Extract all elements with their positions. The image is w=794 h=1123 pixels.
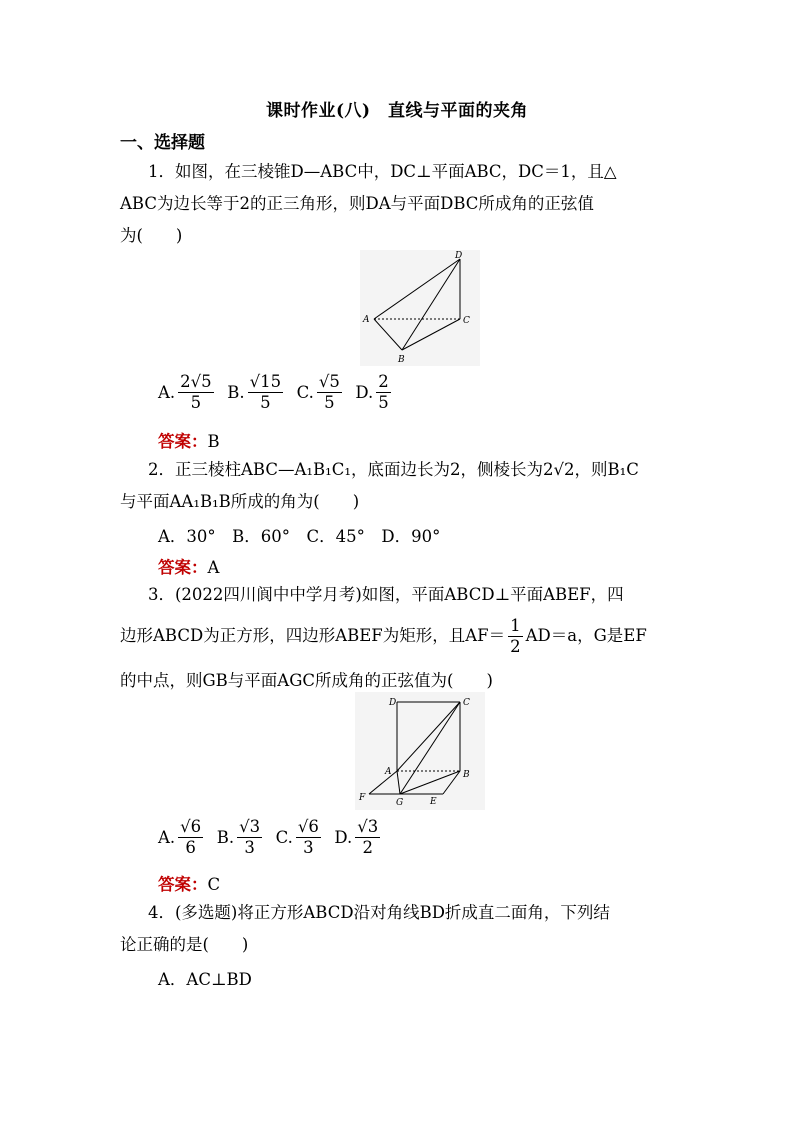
q3-figure-label-d: D — [389, 698, 397, 708]
q3-option-b-frac — [237, 817, 262, 858]
q1-answer — [158, 428, 220, 452]
q3-text-line2a: 边形ABCD为正方形，四边形ABEF为矩形，且AF＝ — [120, 626, 506, 645]
q3-figure-solid — [355, 692, 485, 810]
q2-answer — [158, 554, 219, 578]
q1-option-a-den: 5 — [190, 393, 202, 412]
q3-text-line3: 的中点，则GB与平面AGC所成角的正弦值为( ) — [120, 671, 493, 690]
q3-option-a-den: 6 — [185, 838, 196, 857]
q3-options — [158, 817, 383, 858]
q4-option-a: A．AC⊥BD — [158, 970, 252, 989]
q1-option-c-den: 5 — [324, 393, 335, 412]
q3-option-b-den: 3 — [244, 838, 255, 857]
q3-text-line2 — [120, 616, 680, 657]
q1-option-a-label: A. — [158, 383, 176, 402]
q3-option-c-num: √6 — [297, 817, 319, 836]
q4-text-line2: 论正确的是( ) — [120, 935, 249, 954]
q1-option-c-label: C. — [296, 383, 314, 402]
q3-answer — [158, 871, 220, 895]
q1-option-d-num: 2 — [378, 372, 389, 391]
q1-option-b-frac — [248, 372, 284, 413]
q1-option-d-den: 5 — [378, 393, 389, 412]
q3-option-c-label: C. — [275, 828, 293, 847]
q3-figure-label-a: A — [385, 767, 392, 777]
q1-option-d-label: D. — [355, 383, 374, 402]
q3-option-a-frac — [178, 817, 203, 858]
q1-option-a-num: 2√5 — [180, 372, 212, 391]
q1-figure-label-b: B — [398, 355, 405, 365]
q3-option-d-label: D. — [334, 828, 353, 847]
page-title: 课时作业(八) 直线与平面的夹角 — [265, 101, 529, 121]
q3-answer-label: 答案： — [158, 875, 208, 894]
q3-answer-value: C — [207, 875, 221, 894]
q2-answer-label: 答案： — [158, 558, 208, 577]
q3-text-line2b: AD＝a，G是EF — [525, 626, 647, 645]
q1-figure-label-a: A — [363, 315, 370, 325]
section-heading: 一、选择题 — [120, 133, 205, 153]
q1-option-d-frac — [376, 372, 391, 413]
q4-text-line1: 4．(多选题)将正方形ABCD沿对角线BD折成直二面角，下列结 — [148, 903, 610, 922]
q3-text-line1: 3．(2022四川阆中中学月考)如图，平面ABCD⊥平面ABEF，四 — [148, 585, 624, 604]
q3-option-a-label: A. — [158, 828, 176, 847]
q1-option-b-den: 5 — [260, 393, 271, 412]
q1-text-line2: ABC为边长等于2的正三角形，则DA与平面DBC所成角的正弦值 — [120, 194, 594, 213]
q3-option-c-frac — [296, 817, 321, 858]
q1-option-b-num: √15 — [249, 372, 282, 391]
q1-option-c-frac — [317, 372, 342, 413]
q1-figure-tetrahedron — [360, 250, 480, 366]
q3-option-a-num: √6 — [180, 817, 202, 836]
q2-options: A．30° B．60° C．45° D．90° — [158, 527, 441, 546]
q1-text-line3: 为( ) — [120, 226, 183, 245]
q1-text-line1: 1．如图，在三棱锥D—ABC中，DC⊥平面ABC，DC＝1，且△ — [148, 162, 617, 181]
q1-option-a-frac — [178, 372, 214, 413]
q3-figure-label-e: E — [430, 797, 437, 807]
q3-figure-label-c: C — [463, 698, 470, 708]
q2-text-line1: 2．正三棱柱ABC—A₁B₁C₁，底面边长为2，侧棱长为2√2，则B₁C — [148, 460, 639, 479]
q3-inline-frac-den: 2 — [510, 637, 521, 656]
q1-answer-value: B — [207, 432, 220, 451]
q3-option-b-label: B. — [216, 828, 235, 847]
q3-figure-label-b: B — [463, 770, 470, 780]
q1-answer-label: 答案： — [158, 432, 208, 451]
q3-inline-frac-num: 1 — [510, 616, 521, 635]
q2-text-line2: 与平面AA₁B₁B所成的角为( ) — [120, 492, 360, 511]
q3-option-c-den: 3 — [303, 838, 314, 857]
q3-option-d-num: √3 — [357, 817, 379, 836]
q3-option-d-den: 2 — [362, 838, 374, 857]
q1-options — [158, 372, 394, 413]
q1-figure-label-c: C — [463, 316, 470, 326]
q3-option-b-num: √3 — [239, 817, 261, 836]
q1-option-c-num: √5 — [318, 372, 340, 391]
q1-figure-label-d: D — [455, 251, 463, 261]
q3-figure-label-g: G — [396, 798, 404, 808]
q2-answer-value: A — [207, 558, 220, 577]
q3-figure-label-f: F — [359, 793, 366, 803]
q3-option-d-frac — [355, 817, 380, 858]
q3-inline-fraction — [508, 616, 523, 657]
q1-option-b-label: B. — [227, 383, 245, 402]
